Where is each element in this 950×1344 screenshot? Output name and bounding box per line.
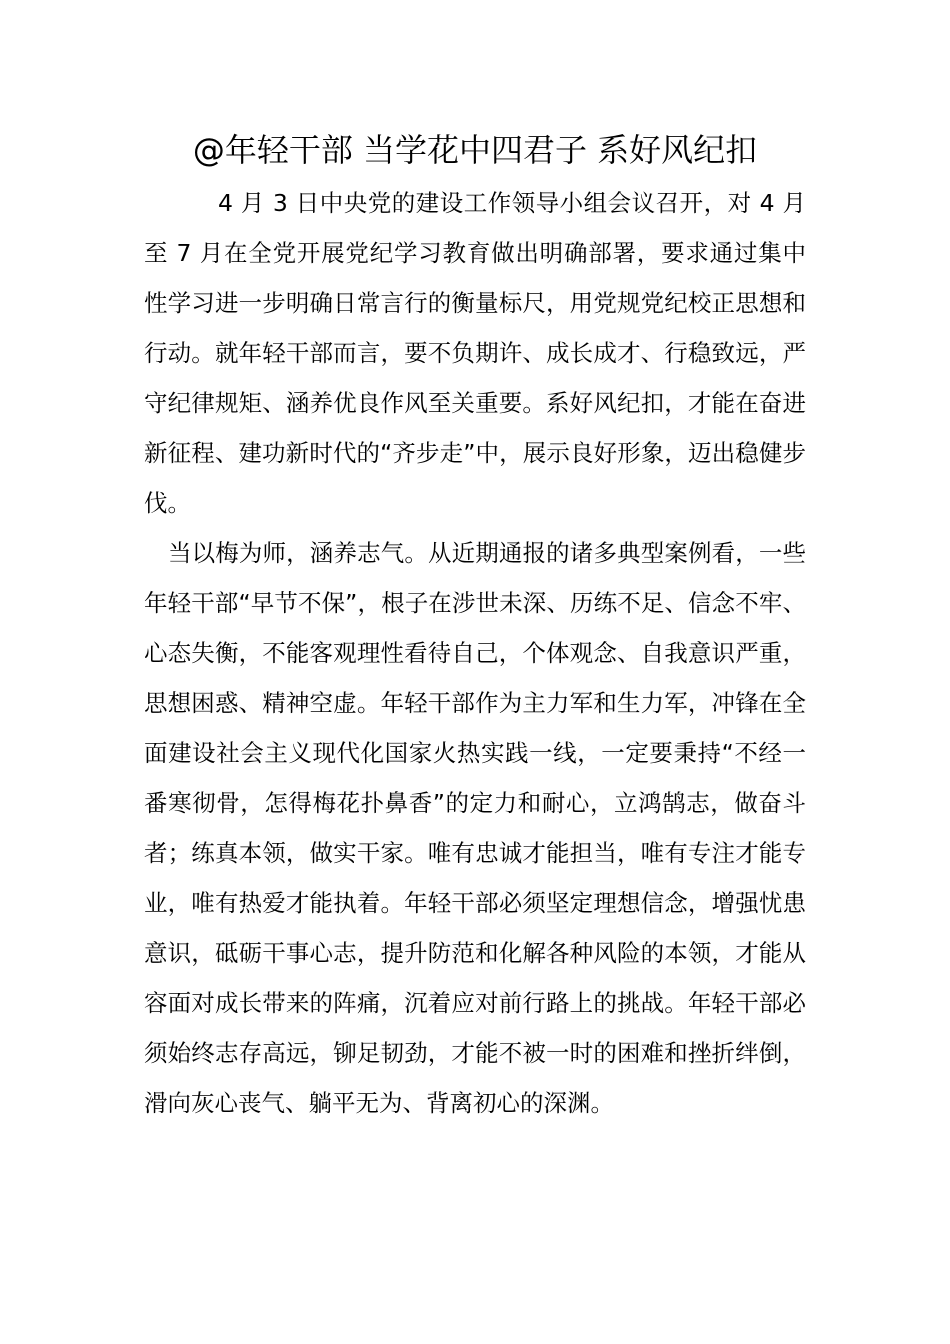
paragraph-1: 4 月 3 日中央党的建设工作领导小组会议召开，对 4 月至 7 月在全党开展党纪学习教育做出明确部署，要求通过集中性学习进一步明确日常言行的衡量标尺，用党规党纪校正思想和行动。就年轻干部而言，要不负期许、成长成才、行稳致远，严守纪律规矩、涵养优良作风至关重要。系好风纪扣，才能在奋进新征程、建功新时代的“齐步走”中，展示良好形象，迈出稳健步伐。: [144, 189, 806, 517]
document-title: @年轻干部 当学花中四君子 系好风纪扣: [192, 131, 758, 169]
paragraph-2: 当以梅为师，涵养志气。从近期通报的诸多典型案例看，一些年轻干部“早节不保”，根子在涉世未深、历练不足、信念不牢、心态失衡，不能客观理性看待自己，个体观念、自我意识严重，思想困惑、精神空虚。年轻干部作为主力军和生力军，冲锋在全面建设社会主义现代化国家火热实践一线，一定要秉持“不经一番寒彻骨，怎得梅花扑鼻香”的定力和耐心，立鸿鹄志，做奋斗者；练真本领，做实干家。唯有忠诚才能担当，唯有专注才能专业，唯有热爱才能执着。年轻干部必须坚定理想信念，增强忧患意识，砥砺干事心志，提升防范和化解各种风险的本领，才能从容面对成长带来的阵痛，沉着应对前行路上的挑战。年轻干部必须始终志存高远，铆足韧劲，才能不被一时的困难和挫折绊倒，滑向灰心丧气、躺平无为、背离初心的深渊。: [144, 539, 806, 1117]
document-body: [144, 178, 806, 1128]
